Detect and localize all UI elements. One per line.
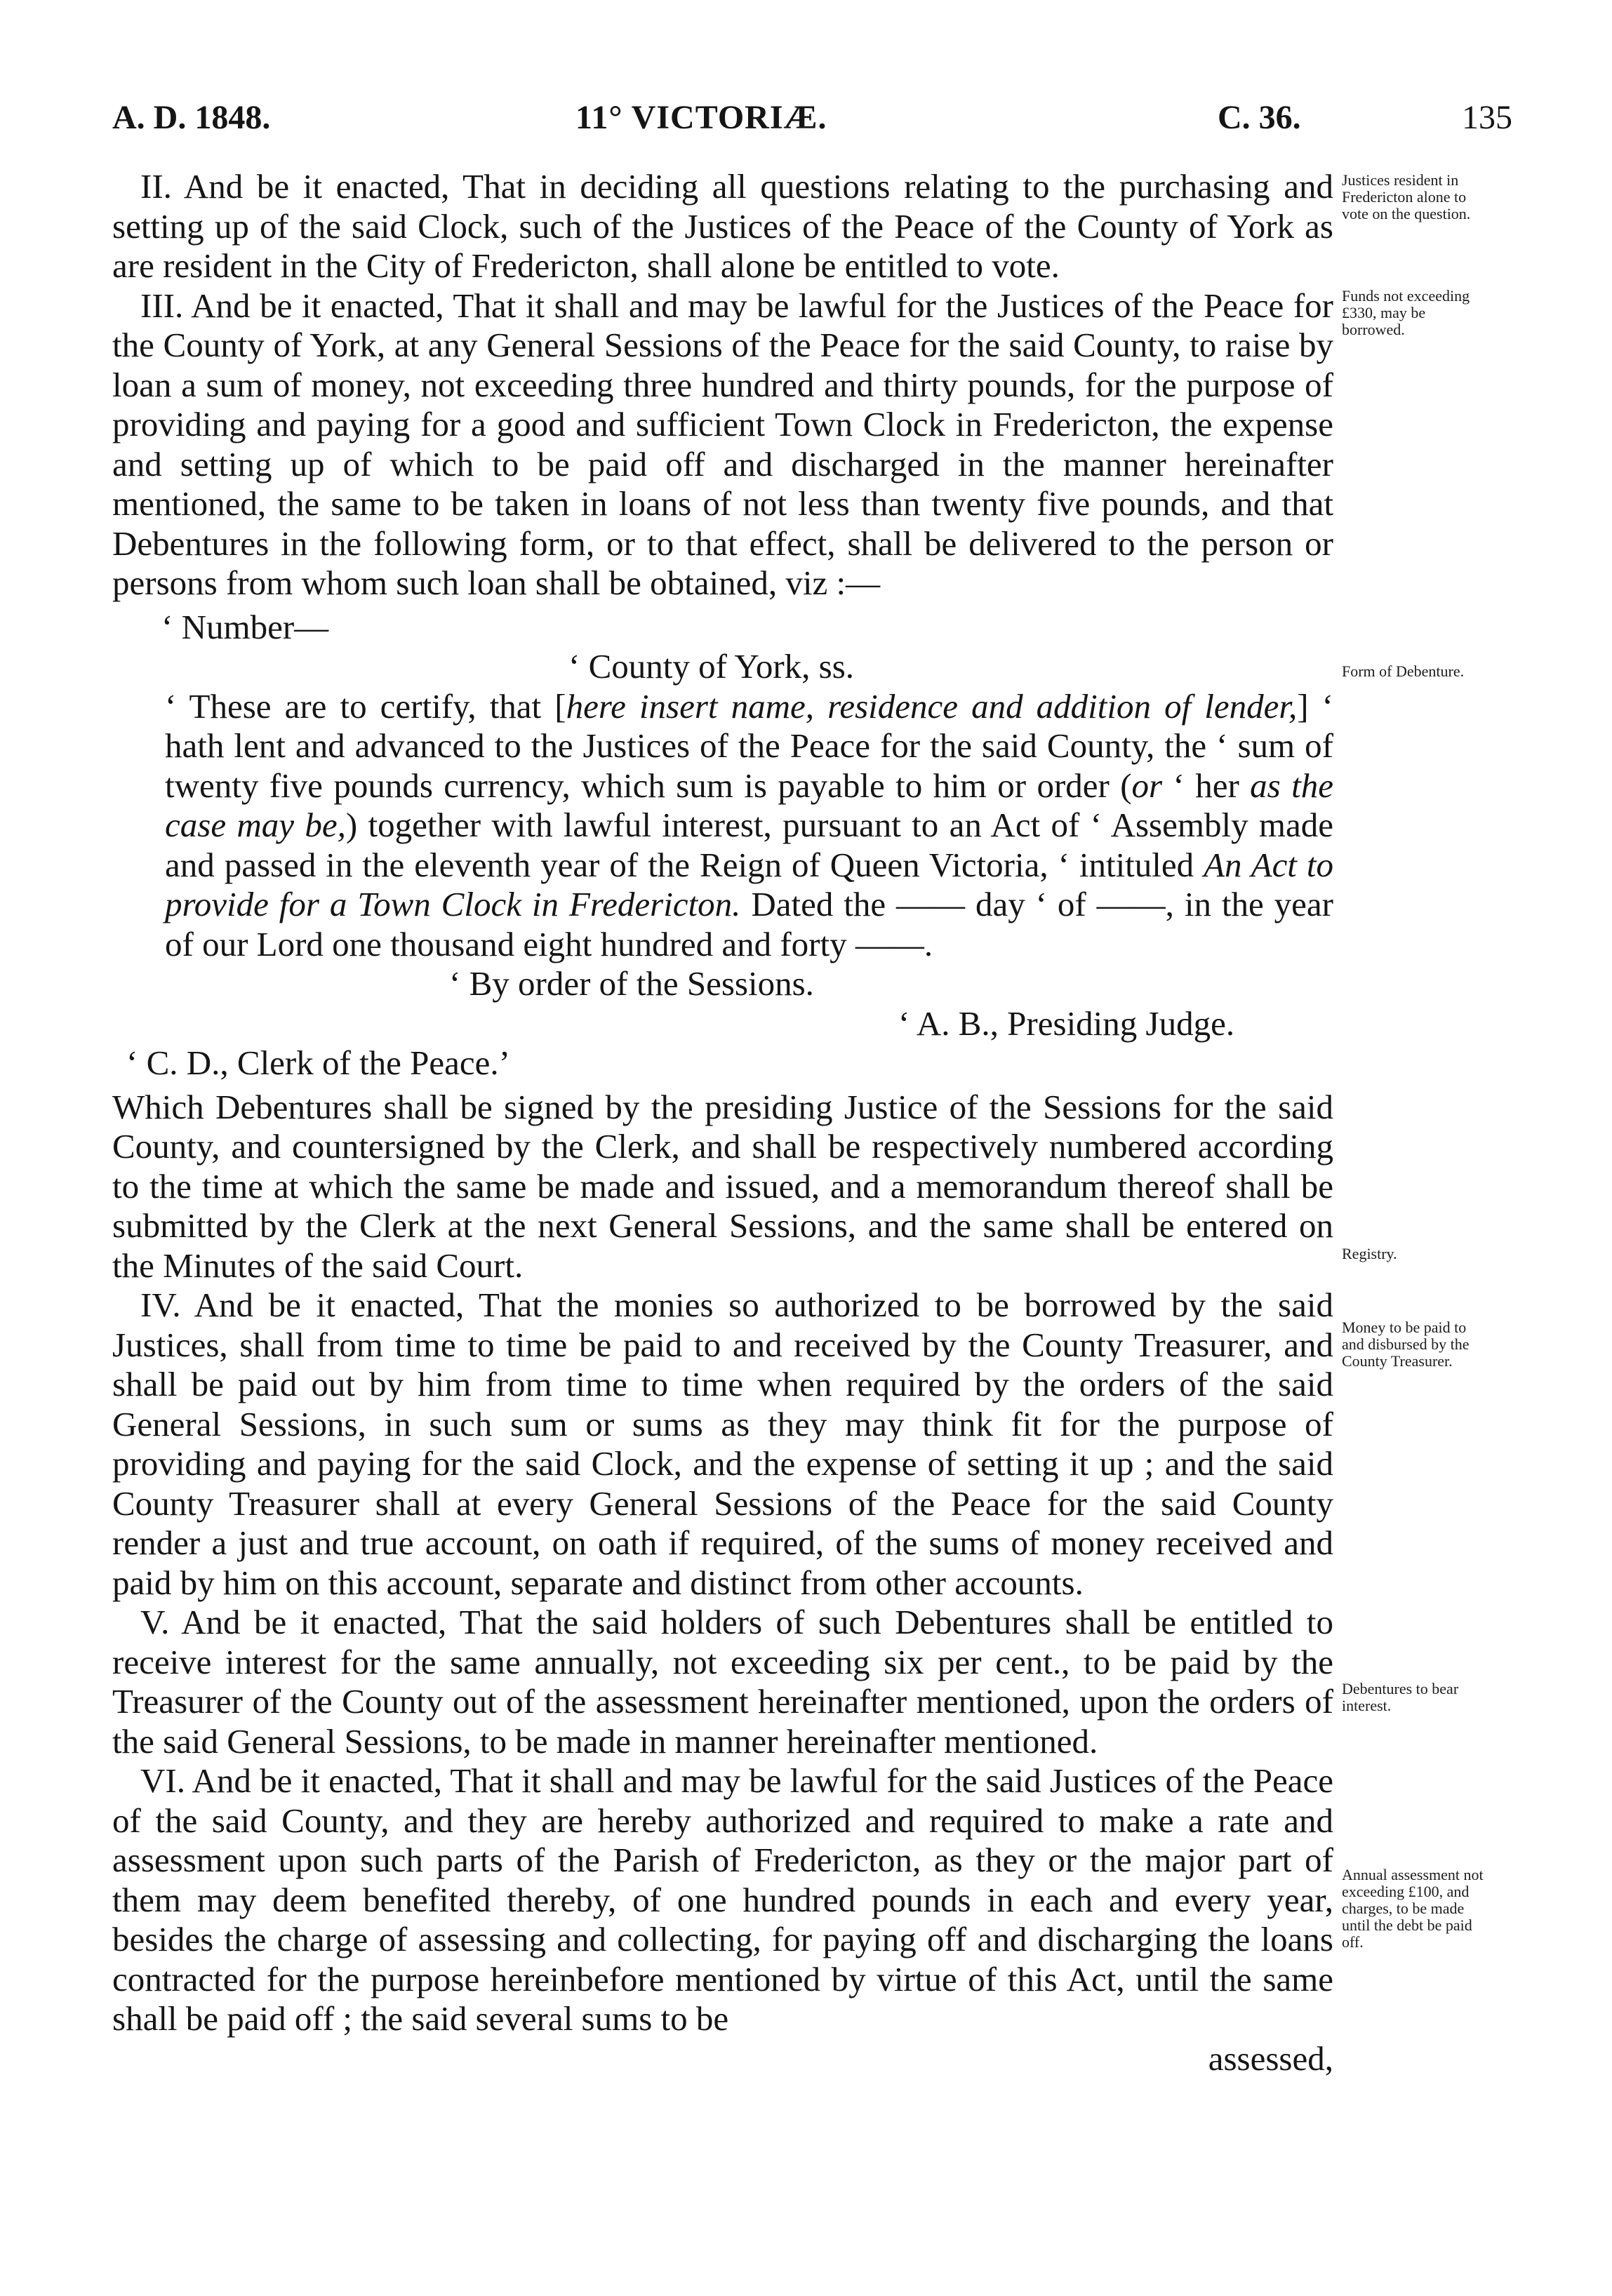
section-3: III. And be it enacted, That it shall and may be lawful for the Justices of the Peace for the County of York, at any General Sessions of the Peace for the said County, to raise by loan a sum of money, not exceeding three hundred and thirty pounds, for the purpose of providing and paying for a good and sufficient Town Clock in Fredericton, the expense and setting up of which to be paid off and discharged in the manner hereinafter mentioned, the same to be taken in loans of not less than twenty five pounds, and that Debentures in the following form, or to that effect, shall be delivered to the person or persons from whom such loan shall be obtained, viz :— xyxy=(112,286,1333,602)
margin-note-registry: Registry. xyxy=(1342,1245,1397,1262)
header-chapter: C. 36. xyxy=(1218,99,1301,136)
debenture-or: or xyxy=(1131,766,1163,805)
debenture-act-title: An Act to provide for a Town Clock in Fredericton. xyxy=(165,845,1333,923)
margin-note-debentures-interest: Debentures to bear interest. xyxy=(1342,1680,1459,1714)
running-header xyxy=(112,98,1512,154)
debenture-presiding-judge: ‘ A. B., Presiding Judge. xyxy=(898,1003,1235,1043)
debenture-clerk: ‘ C. D., Clerk of the Peace.’ xyxy=(126,1043,510,1082)
main-text xyxy=(112,167,1333,2078)
header-year: A. D. 1848. xyxy=(112,99,271,136)
margin-note-form-of-debenture: Form of Debenture. xyxy=(1342,662,1465,680)
debenture-body-1: ‘ These are to certify, that [ xyxy=(165,686,566,726)
debenture-body-4: ) together with lawful interest, pursuant to an Act of ‘ Assembly made and passed in the eleventh year of the Reign of Queen Victoria, ‘ intituled xyxy=(165,806,1333,884)
section-4: IV. And be it enacted, That the monies so authorized to be borrowed by the said Justices, shall from time to time be paid to and received by the County Treasurer, and shall be paid out by him from time to time when required by the orders of the said General Sessions, in such sum or sums as they may think fit for the purpose of providing and paying for the said Clock, and the expense of setting it up ; and the said County Treasurer shall at every General Sessions of the Peace for the said County render a just and true account, on oath if required, of the sums of money received and paid by him on this account, separate and distinct from other accounts. xyxy=(112,1286,1333,1602)
debenture-body-2: ] ‘ hath lent and advanced to the Justices of the Peace for the said County, the ‘ sum of twenty five pounds currency, which sum is payable to him or order ( xyxy=(165,686,1333,805)
debenture-county: ‘ County of York, ss. xyxy=(568,647,855,686)
section-6: VI. And be it enacted, That it shall and may be lawful for the said Justices of the Peace of the said County, and they are hereby authorized and required to make a rate and assessment upon such parts of the Parish of Fredericton, as they or the major part of them may deem benefited thereby, of one hundred pounds in each and every year, besides the charge of assessing and collecting, for paying off and discharging the loans contracted for the purpose hereinbefore mentioned by virtue of this Act, until the same shall be paid off ; the said several sums to be xyxy=(112,1761,1333,2038)
debenture-by-order: ‘ By order of the Sessions. xyxy=(449,964,814,1003)
debenture-case-note: as the case may be, xyxy=(165,766,1333,844)
debenture-insert-note: here insert name, residence and addition of lender, xyxy=(566,686,1298,726)
section-2: II. And be it enacted, That in deciding all questions relating to the purchasing and setting up of the said Clock, such of the Justices of the Peace of the County of York as are resident in the City of Fredericton, shall alone be entitled to vote. xyxy=(112,167,1333,285)
header-page-number: 135 xyxy=(1462,99,1512,136)
debenture-body xyxy=(112,687,1333,965)
catchword: assessed, xyxy=(1208,2038,1333,2078)
margin-note-justices-resident: Justices resident in Fredericton alone to vote on the question. xyxy=(1342,171,1471,222)
section-5: V. And be it enacted, That the said holders of such Debentures shall be entitled to receive interest for the same annually, not exceeding six per cent., to be paid by the Treasurer of the County out of the assessment hereinafter mentioned, upon the orders of the said General Sessions, to be made in manner hereinafter mentioned. xyxy=(112,1603,1333,1761)
header-reign: 11° VICTORIÆ. xyxy=(575,99,827,136)
margin-note-money-paid: Money to be paid to and disbursed by the County Treasurer. xyxy=(1342,1319,1470,1370)
margin-note-funds-borrowed: Funds not exceeding £330, may be borrowed. xyxy=(1342,287,1470,338)
debenture-signing-paragraph: Which Debentures shall be signed by the presiding Justice of the Sessions for the said County, and countersigned by the Clerk, and shall be respectively numbered according to the time at which the same be made and issued, and a memorandum thereof shall be submitted by the Clerk at the next General Sessions, and the same shall be entered on the Minutes of the said Court. xyxy=(112,1087,1333,1285)
debenture-number: ‘ Number— xyxy=(161,607,329,646)
debenture-body-5: Dated the —— day ‘ of ——, in the year of our Lord one thousand eight hundred and forty ——. xyxy=(165,885,1333,963)
debenture-body-3: ‘ her xyxy=(1162,766,1251,805)
margin-note-annual-assessment: Annual assessment not exceeding £100, and charges, to be made until the debt be paid off. xyxy=(1342,1866,1484,1951)
